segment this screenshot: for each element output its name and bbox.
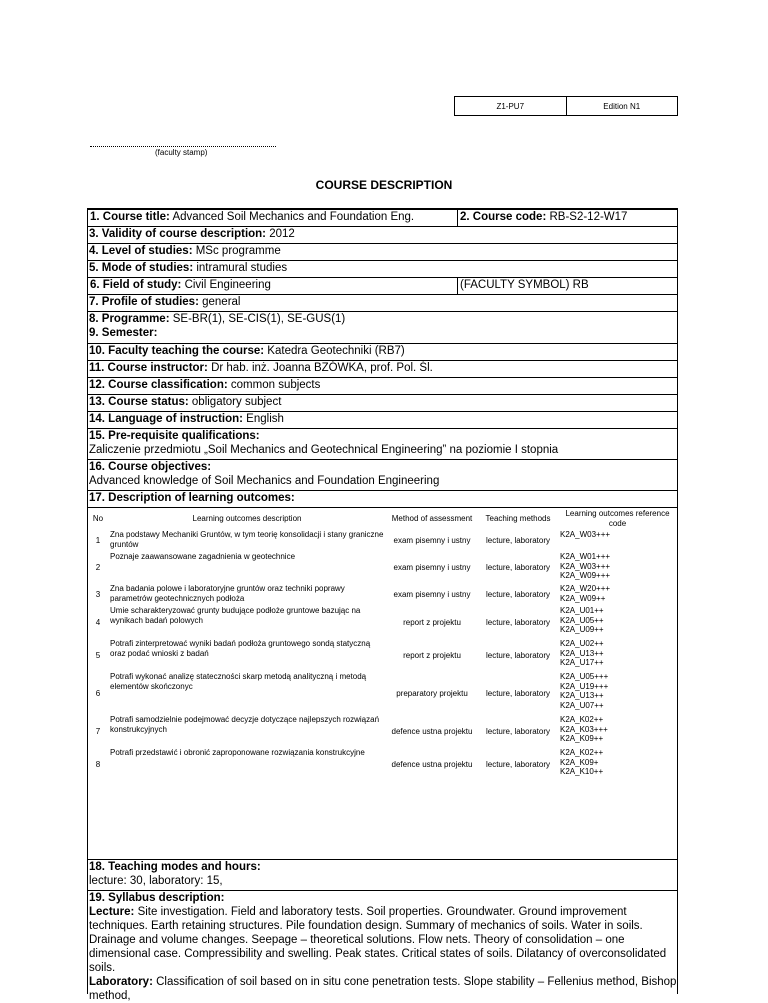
row-mode <box>88 260 677 277</box>
profile-label: 7. Profile of studies: <box>89 296 199 308</box>
outcome-number: 5 <box>95 650 101 660</box>
row-validity <box>88 226 677 243</box>
course-title-label: 1. Course title: <box>90 211 170 223</box>
outcome-description: Potrafi samodzielnie podejmować decyzje dotyczące najlepszych rozwiązań konstrukcyjnych <box>110 715 380 734</box>
faculty-stamp-label: (faculty stamp) <box>155 148 208 157</box>
row-profile <box>88 294 677 311</box>
status-label: 13. Course status: <box>89 396 189 408</box>
outcome-description: Potrafi przedstawić i obronić zaproponowane rozwiązania konstrukcyjne <box>110 748 365 757</box>
stamp-line <box>90 146 276 147</box>
outcome-description: Poznaje zaawansowane zagadnienia w geotechnice <box>110 552 296 561</box>
row-prerequisites <box>88 428 677 459</box>
outcome-teaching-method: lecture, laboratory <box>485 617 551 627</box>
status-value: obligatory subject <box>188 396 282 408</box>
outcome-number: 2 <box>95 563 101 572</box>
outcome-teaching-method: lecture, laboratory <box>485 563 551 572</box>
outcome-number: 3 <box>95 590 101 599</box>
teaching-modes-label: 18. Teaching modes and hours: <box>89 861 261 873</box>
outcome-description: Zna badania polowe i laboratoryjne gruntów oraz techniki poprawy parametrów geotechnicznych podłoża <box>110 584 345 603</box>
outcome-row <box>88 672 677 715</box>
outcome-description: Potrafi zinterpretować wyniki badań podłoża gruntowego sondą statyczną oraz podać wnioski z badań <box>110 639 371 658</box>
row-outcomes-label <box>88 490 677 507</box>
level-value: MSc programme <box>192 245 281 257</box>
outcome-row <box>88 530 677 552</box>
course-title-value: Advanced Soil Mechanics and Foundation Eng. <box>169 211 415 223</box>
outcome-reference-codes: K2A_K02++ K2A_K09+ K2A_K10++ <box>560 748 604 777</box>
outcome-number: 1 <box>95 536 101 545</box>
outcome-assessment-method: report z projektu <box>403 650 461 660</box>
outcomes-label: 17. Description of learning outcomes: <box>89 492 295 504</box>
outcome-row <box>88 606 677 639</box>
field-label: 6. Field of study: <box>90 279 182 291</box>
outcome-teaching-method: lecture, laboratory <box>485 688 551 698</box>
level-label: 4. Level of studies: <box>89 245 193 257</box>
outcome-description: Potrafi wykonać analizę stateczności skarp metodą analityczną i metodą elementów skończonyc <box>110 672 367 691</box>
edition-label: Edition N1 <box>603 101 641 111</box>
row-level <box>88 243 677 260</box>
outcome-teaching-method: lecture, laboratory <box>485 759 551 769</box>
page-title: COURSE DESCRIPTION <box>315 178 453 192</box>
outcome-description: Zna podstawy Mechaniki Gruntów, w tym teorię konsolidacji i stany graniczne gruntów <box>110 530 384 549</box>
document-code: Z1-PU7 <box>455 97 567 115</box>
validity-label: 3. Validity of course description: <box>89 228 267 240</box>
header-description: Learning outcomes description <box>192 514 302 523</box>
faculty-label: 10. Faculty teaching the course: <box>89 345 265 357</box>
header-no: No <box>92 514 104 523</box>
objectives-value: Advanced knowledge of Soil Mechanics and Foundation Engineering <box>89 475 440 487</box>
outcome-teaching-method: lecture, laboratory <box>485 536 551 545</box>
mode-value: intramural studies <box>193 262 288 274</box>
course-table <box>87 208 678 1002</box>
programme-value: SE-BR(1), SE-CIS(1), SE-GUS(1) <box>169 313 346 325</box>
outcome-number: 8 <box>95 759 101 769</box>
field-value: Civil Engineering <box>181 279 271 291</box>
outcome-teaching-method: lecture, laboratory <box>485 726 551 736</box>
objectives-label: 16. Course objectives: <box>89 461 212 473</box>
prereq-label: 15. Pre-requisite qualifications: <box>89 430 260 442</box>
outcome-reference-codes: K2A_W01+++ K2A_W03+++ K2A_W09+++ <box>560 552 611 581</box>
outcome-assessment-method: exam pisemny i ustny <box>393 563 471 572</box>
semester-label: 9. Semester: <box>89 327 158 339</box>
validity-value: 2012 <box>266 228 295 240</box>
outcome-assessment-method: defence ustna projektu <box>391 759 473 769</box>
outcome-description: Umie scharakteryzować grunty budujące podłoże gruntowe bazując na wynikach badań polowych <box>110 606 361 625</box>
faculty-value: Katedra Geotechniki (RB7) <box>264 345 405 357</box>
outcome-reference-codes: K2A_U01++ K2A_U05++ K2A_U09++ <box>560 606 604 635</box>
row-language <box>88 411 677 428</box>
outcome-number: 4 <box>95 617 101 627</box>
teaching-modes-value: lecture: 30, laboratory: 15, <box>89 875 223 887</box>
outcome-reference-codes: K2A_U05+++ K2A_U19+++ K2A_U13++ K2A_U07++ <box>560 672 609 710</box>
outcome-row <box>88 639 677 672</box>
outcome-teaching-method: lecture, laboratory <box>485 590 551 599</box>
course-code-value: RB-S2-12-W17 <box>546 211 628 223</box>
outcome-assessment-method: exam pisemny i ustny <box>393 590 471 599</box>
row-syllabus <box>88 890 677 1002</box>
outcome-assessment-method: preparatory projektu <box>396 688 468 698</box>
language-label: 14. Language of instruction: <box>89 413 243 425</box>
outcome-reference-codes: K2A_W20+++ K2A_W09++ <box>560 584 611 603</box>
row-classification <box>88 377 677 394</box>
outcome-assessment-method: defence ustna projektu <box>391 726 473 736</box>
outcome-row <box>88 715 677 748</box>
syllabus-lecture <box>89 905 677 975</box>
faculty-symbol: (FACULTY SYMBOL) RB <box>460 279 589 291</box>
syllabus-laboratory <box>89 975 677 1003</box>
row-teaching-modes <box>88 859 677 890</box>
instructor-label: 11. Course instructor: <box>89 362 208 374</box>
outcome-assessment-method: exam pisemny i ustny <box>393 536 471 545</box>
edition-box <box>454 96 678 116</box>
laboratory-text: Classification of soil based on in situ cone penetration tests. Slope stability – Fellenius method, Bishop method, <box>89 976 677 1002</box>
lecture-label: Lecture: <box>89 906 135 918</box>
outcome-teaching-method: lecture, laboratory <box>485 650 551 660</box>
outcome-reference-codes: K2A_U02++ K2A_U13++ K2A_U17++ <box>560 639 604 668</box>
profile-value: general <box>198 296 241 308</box>
outcome-row <box>88 584 677 606</box>
header-reference: Learning outcomes reference code <box>565 509 670 528</box>
outcome-reference-codes: K2A_W03+++ <box>560 530 611 539</box>
header-teaching: Teaching methods <box>485 514 551 523</box>
classification-label: 12. Course classification: <box>89 379 228 391</box>
row-programme-semester <box>88 311 677 343</box>
outcome-row <box>88 552 677 584</box>
outcome-row <box>88 748 677 781</box>
classification-value: common subjects <box>227 379 321 391</box>
row-faculty <box>88 343 677 360</box>
outcomes-table <box>88 507 677 859</box>
row-field <box>88 277 677 294</box>
outcomes-header <box>88 508 677 530</box>
syllabus-label: 19. Syllabus description: <box>89 892 225 904</box>
prereq-value: Zaliczenie przedmiotu „Soil Mechanics and Geotechnical Engineering” na poziomie I stopnia <box>89 444 559 456</box>
instructor-value: Dr hab. inż. Joanna BZÓWKA, prof. Pol. Śl. <box>207 362 433 374</box>
outcome-assessment-method: report z projektu <box>403 617 461 627</box>
outcome-number: 7 <box>95 726 101 736</box>
laboratory-label: Laboratory: <box>89 976 153 988</box>
header-method: Method of assessment <box>391 514 473 523</box>
outcome-reference-codes: K2A_K02++ K2A_K03+++ K2A_K09++ <box>560 715 608 744</box>
lecture-text: Site investigation. Field and laboratory tests. Soil properties. Groundwater. Ground improvement techniques. Earth retaining structures. Pile foundation design. Summary of mechanics of soils. Water in soils. Drainage and volume changes. Seepage – theoretical solutions. Flow nets. Theory of consolidation – one dimensional case. Compressibility and swelling. Peak states. Critical states of soils. Dilatancy of overconsolidated soils. <box>89 906 667 974</box>
course-code-label: 2. Course code: <box>460 211 547 223</box>
programme-label: 8. Programme: <box>89 313 170 325</box>
outcome-number: 6 <box>95 688 101 698</box>
mode-label: 5. Mode of studies: <box>89 262 194 274</box>
row-course-title <box>88 209 677 226</box>
row-objectives <box>88 459 677 490</box>
row-instructor <box>88 360 677 377</box>
language-value: English <box>242 413 284 425</box>
row-status <box>88 394 677 411</box>
